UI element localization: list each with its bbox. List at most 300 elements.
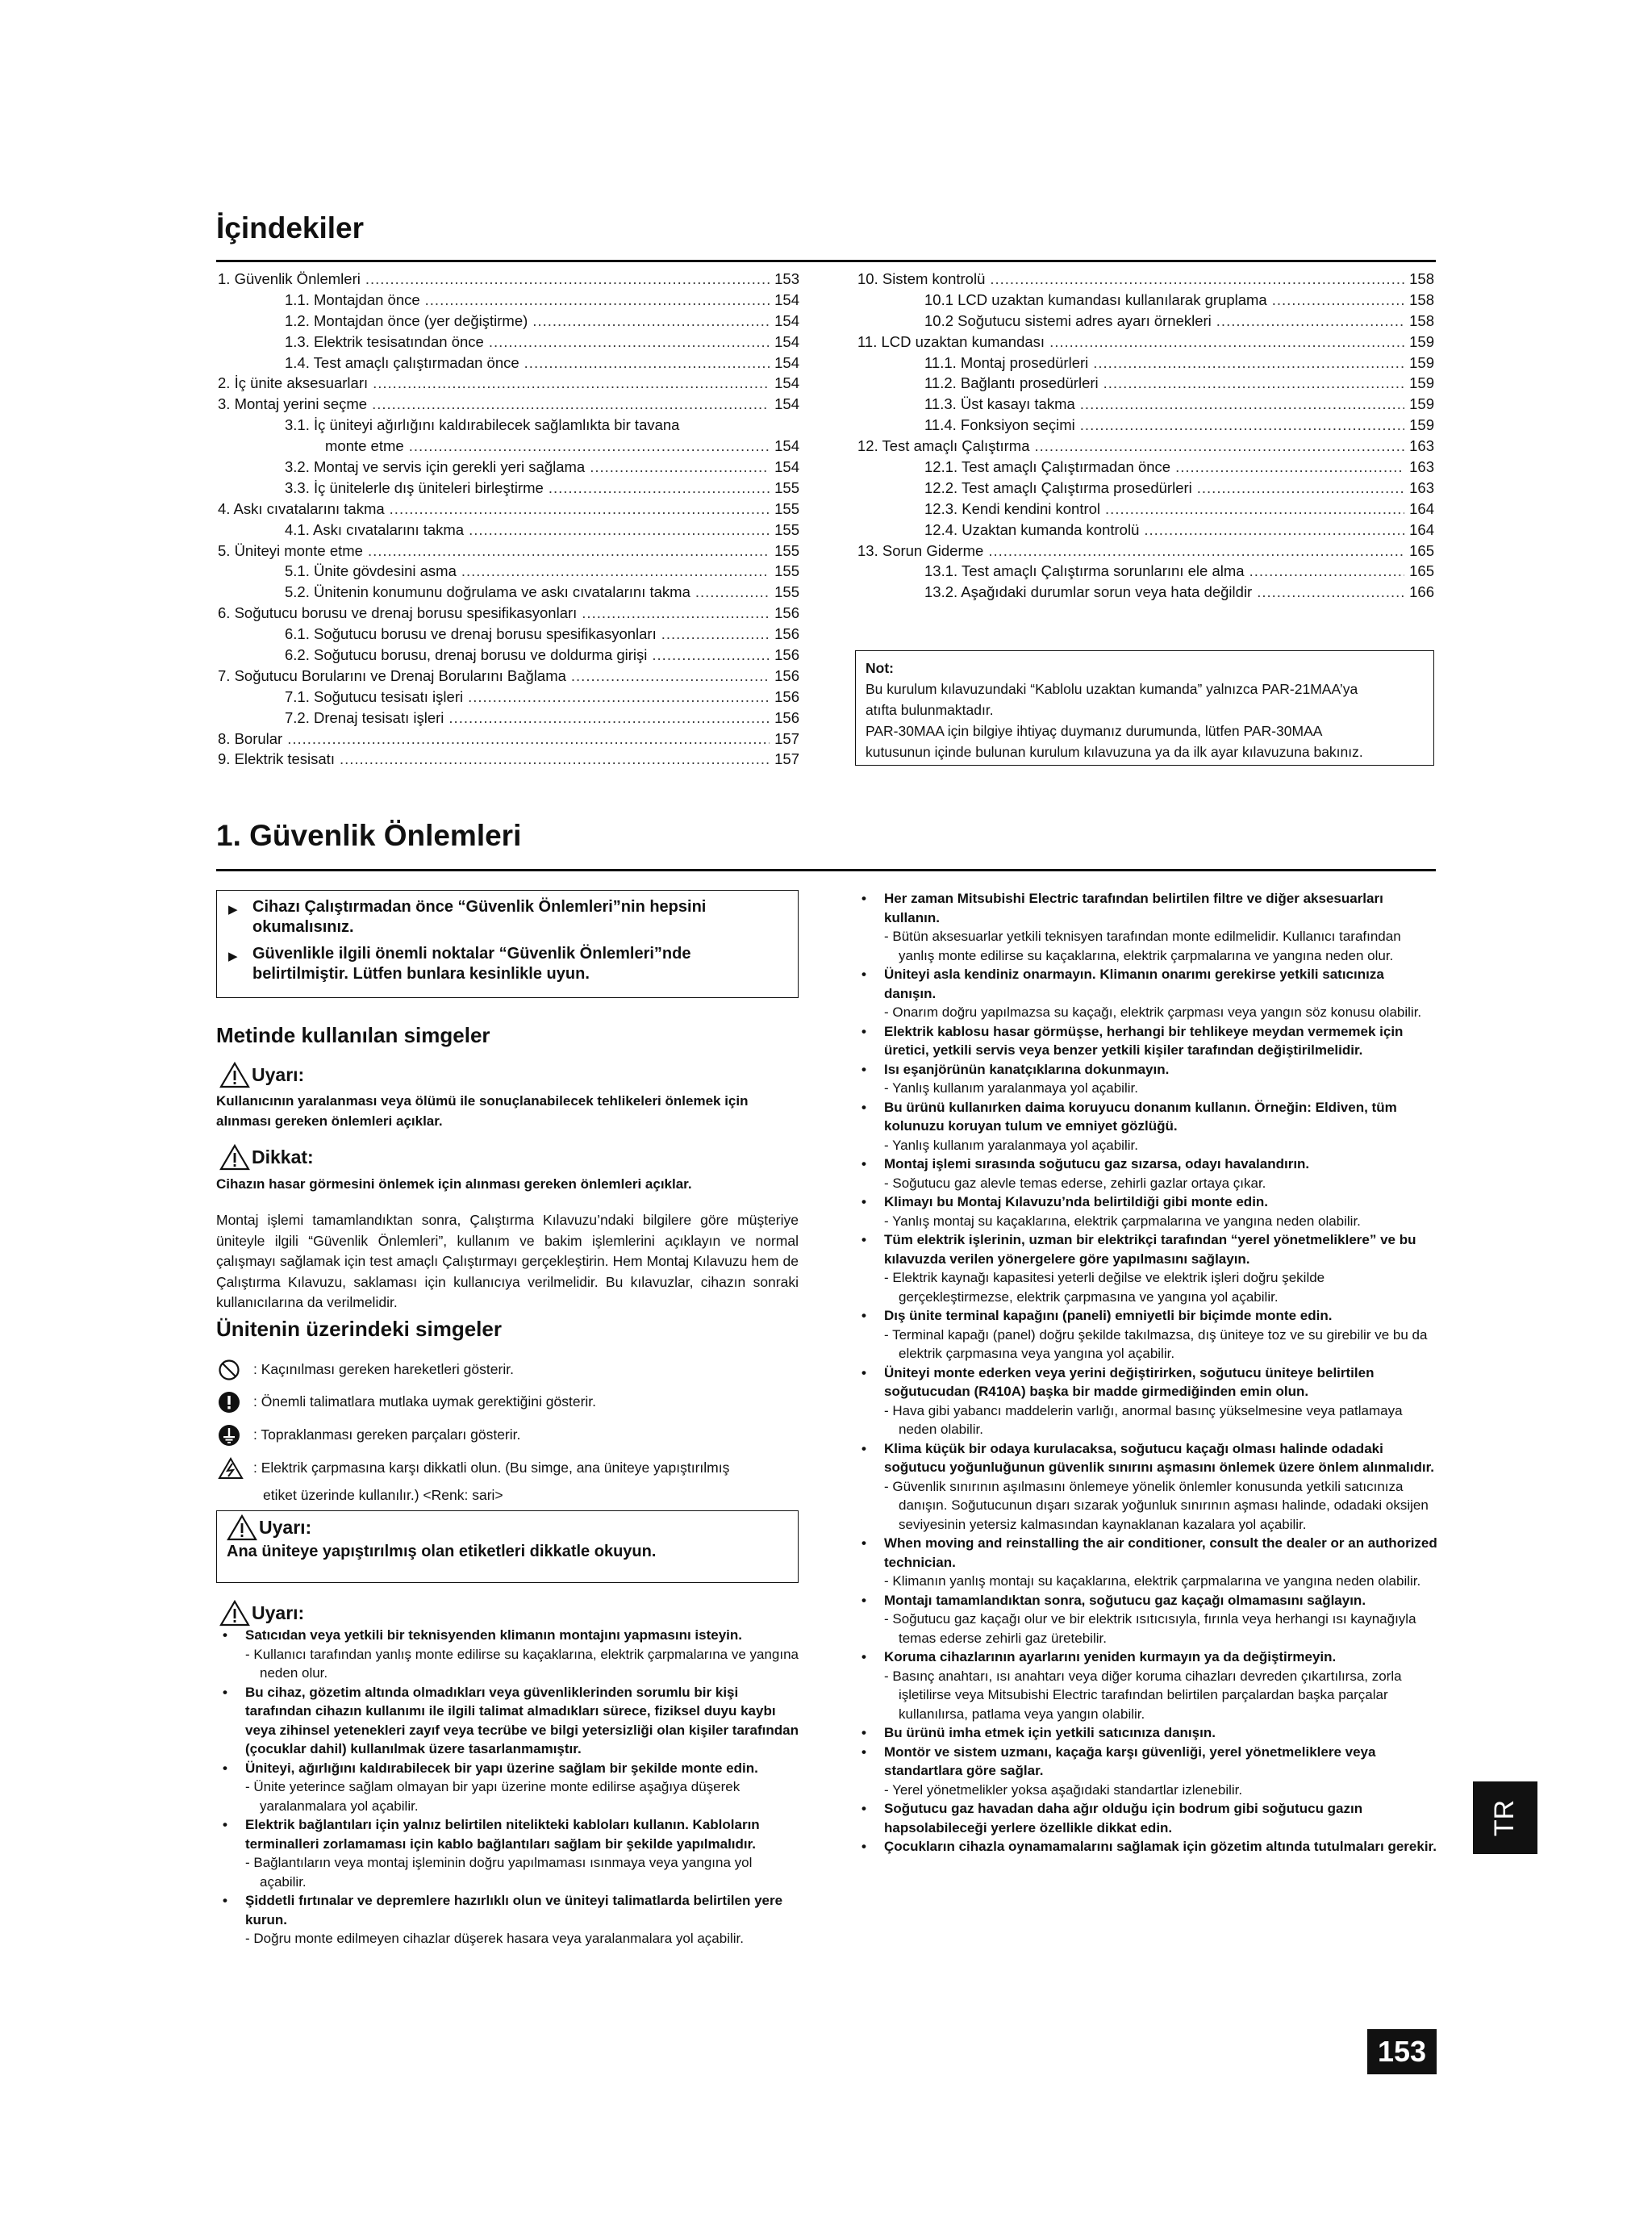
toc-entry-label: 9. Elektrik tesisatı <box>218 750 335 768</box>
read-item-text: Cihazı Çalıştırmadan önce “Güvenlik Önlemleri”nin hepsini okumalısınız. <box>252 898 707 936</box>
toc-leader-dots <box>695 582 770 603</box>
warning-item-detail: - Doğru monte edilmeyen cihazlar düşerek hasara veya yaralanmalara yol açabilir. <box>245 1931 744 1946</box>
toc-entry-label: 2. İç ünite aksesuarları <box>218 374 369 392</box>
toc-entry <box>857 373 1434 394</box>
bullet-icon: • <box>861 1535 866 1551</box>
toc-entry-page: 155 <box>774 478 799 496</box>
warning-triangle-icon <box>227 1514 257 1541</box>
warning-item-title: Koruma cihazlarının ayarlarını yeniden kurmayın ya da değiştirmeyin. <box>884 1649 1337 1664</box>
symbol-row <box>218 1424 520 1452</box>
bullet-icon: • <box>861 1839 866 1854</box>
toc-entry-label: 1.4. Test amaçlı çalıştırmadan önce <box>285 353 519 371</box>
toc-entry <box>218 561 799 582</box>
toc-entry <box>857 541 1434 562</box>
read-item-text: Güvenlikle ilgili önemli noktalar “Güvenlik Önlemleri”nde belirtilmiştir. Lütfen bunlara kesinlikle uyun. <box>252 945 691 983</box>
warning-item <box>855 1743 1437 1800</box>
toc-leader-dots <box>390 499 770 520</box>
toc-entry-page: 164 <box>1409 499 1434 517</box>
bullet-icon: • <box>861 1649 866 1664</box>
toc-entry-label: 3.1. İç üniteyi ağırlığını kaldırabilecek sağlamlıkta bir tavana <box>285 416 680 434</box>
toc-leader-dots <box>448 708 770 729</box>
toc-entry-page: 157 <box>774 729 799 747</box>
toc-entry-label: 12.2. Test amaçlı Çalıştırma prosedürleri <box>924 478 1192 496</box>
warning-item-title: Tüm elektrik işlerinin, uzman bir elektrikçi tarafından “yerel yönetmeliklere” ve bu kılavuzda verilen yönergelere göre yapılmasını sağlayın. <box>884 1232 1416 1267</box>
bullet-icon: • <box>861 1308 866 1323</box>
toc-entry-label: 10.2 Soğutucu sistemi adres ayarı örnekleri <box>924 311 1212 329</box>
warning-item <box>855 1723 1437 1743</box>
toc-entry-label: 13.2. Aşağıdaki durumlar sorun veya hata değildir <box>924 583 1253 601</box>
toc-entry-page: 165 <box>1409 562 1434 580</box>
note-line: PAR-30MAA için bilgiye ihtiyaç duymanız durumunda, lütfen PAR-30MAA <box>866 723 1323 739</box>
bullet-icon: • <box>223 1627 227 1643</box>
warning-label: Uyarı: <box>252 1064 305 1085</box>
toc-entry <box>218 436 799 457</box>
toc-entry-page: 159 <box>1409 374 1434 392</box>
warning-item <box>855 1534 1437 1591</box>
toc-leader-dots <box>340 749 770 770</box>
toc-leader-dots <box>469 520 770 541</box>
toc-entry <box>218 332 799 353</box>
warning-item-detail: - Kullanıcı tarafından yanlış monte edilirse su kaçaklarına, elektrik çarpmalarına ve yangına neden olur. <box>245 1646 799 1681</box>
toc-leader-dots <box>372 394 770 415</box>
symbol-text: etiket üzerinde kullanılır.) <Renk: sari> <box>263 1487 503 1503</box>
bullet-icon: • <box>223 1684 227 1700</box>
bullet-icon: • <box>861 1099 866 1115</box>
bullet-icon: • <box>861 1801 866 1816</box>
symbol-text: : Kaçınılması gereken hareketleri gösterir. <box>253 1361 514 1377</box>
toc-entry <box>218 603 799 624</box>
warning-item <box>855 1364 1437 1439</box>
warning-item <box>216 1626 800 1683</box>
toc-entry-page: 154 <box>774 332 799 350</box>
toc-entry <box>218 520 799 541</box>
warning-item-title: Soğutucu gaz havadan daha ağır olduğu için bodrum gibi soğutucu gazın hapsolabileceği yerlere özellikle dikkat edin. <box>884 1801 1363 1836</box>
toc-entry-page: 155 <box>774 562 799 580</box>
prohibited-icon <box>218 1359 253 1387</box>
bullet-icon: • <box>223 1893 227 1908</box>
toc-entry-page: 165 <box>1409 541 1434 559</box>
language-tab <box>1473 1781 1537 1854</box>
warning-item-title: Montör ve sistem uzmanı, kaçağa karşı güvenliği, yerel yönetmeliklere veya standartlara göre sağlar. <box>884 1744 1376 1778</box>
toc-entry <box>857 269 1434 290</box>
warning-item <box>855 1439 1437 1535</box>
toc-entry-page: 156 <box>774 604 799 622</box>
mandatory-icon <box>218 1391 253 1419</box>
toc-entry <box>857 311 1434 332</box>
toc-right-column <box>857 269 1434 603</box>
toc-entry <box>218 415 799 436</box>
toc-leader-dots <box>425 290 770 311</box>
toc-entry <box>218 269 799 290</box>
page-number: 153 <box>1367 2029 1437 2074</box>
warning-item-title: Bu ürünü imha etmek için yetkili satıcınıza danışın. <box>884 1725 1216 1740</box>
toc-entry-label: 3.3. İç ünitelerle dış üniteleri birleştirme <box>285 478 544 496</box>
read-item <box>228 944 786 984</box>
warning-item-detail: - Soğutucu gaz alevle temas ederse, zehirli gazlar ortaya çıkar. <box>884 1175 1266 1191</box>
warning-item-title: Elektrik kablosu hasar görmüşse, herhangi bir tehlikeye meydan vermemek için üretici, yetkili servis veya benzer yetkili kişiler tarafından değiştirilmelidir. <box>884 1023 1404 1058</box>
toc-leader-dots <box>1257 582 1404 603</box>
warning-item-title: Şiddetli fırtınalar ve depremlere hazırlıklı olun ve üniteyi talimatlarda belirtilen yere kurun. <box>245 1893 783 1927</box>
bullet-icon: • <box>861 1061 866 1077</box>
warning-item-title: Isı eşanjörünün kanatçıklarına dokunmayın. <box>884 1061 1170 1077</box>
toc-entry-page: 159 <box>1409 395 1434 413</box>
toc-leader-dots <box>1272 290 1404 311</box>
toc-leader-dots <box>1035 436 1405 457</box>
caution-heading <box>219 1144 314 1171</box>
toc-entry-label: 11.1. Montaj prosedürleri <box>924 353 1089 371</box>
toc-entry-page: 154 <box>774 311 799 329</box>
language-tab-label: TR <box>1489 1799 1521 1836</box>
toc-entry-page: 156 <box>774 708 799 726</box>
warning-item-title: Çocukların cihazla oynamamalarını sağlamak için gözetim altında tutulmaları gerekir. <box>884 1839 1437 1854</box>
warning-item-title: When moving and reinstalling the air conditioner, consult the dealer or an authorized technician. <box>884 1535 1437 1570</box>
toc-entry-label: 5.1. Ünite gövdesini asma <box>285 562 457 580</box>
right-warning-list <box>855 889 1437 1856</box>
toc-entry <box>218 582 799 603</box>
toc-entry <box>218 666 799 687</box>
caution-label: Dikkat: <box>252 1146 314 1167</box>
toc-entry-label: 7.2. Drenaj tesisatı işleri <box>285 708 444 726</box>
triangle-bullet-icon: ▶ <box>228 903 238 917</box>
toc-entry-label: 10.1 LCD uzaktan kumandası kullanılarak gruplama <box>924 290 1267 308</box>
toc-entry-label: 11.4. Fonksiyon seçimi <box>924 416 1075 434</box>
warning-item-detail: - Ünite yeterince sağlam olmayan bir yapı üzerine monte edilirse aşağıya düşerek yaralanmalara yol açabilir. <box>245 1779 740 1814</box>
toc-entry-page: 155 <box>774 520 799 538</box>
toc-leader-dots <box>365 269 770 290</box>
toc-entry-page: 155 <box>774 499 799 517</box>
bullet-icon: • <box>861 1194 866 1209</box>
toc-entry-label: 8. Borular <box>218 729 283 747</box>
warning-item-detail: - Elektrik kaynağı kapasitesi yeterli değilse ve elektrik işleri doğru şekilde gerçekleştirmezse, elektrik çarpmasına ve yangına yol açabilir. <box>884 1270 1325 1305</box>
warning-heading <box>227 1514 788 1541</box>
toc-leader-dots <box>1105 499 1404 520</box>
note-title: Not: <box>866 660 894 676</box>
toc-leader-dots <box>661 624 770 645</box>
toc-entry-page: 154 <box>774 458 799 476</box>
warning-item-title: Klima küçük bir odaya kurulacaksa, soğutucu kaçağı olması halinde odadaki soğutucu yoğunluğunun güvenlik sınırını aşmasını önlemek üzere önlem alınmalıdır. <box>884 1440 1435 1475</box>
toc-entry-label: 12.4. Uzaktan kumanda kontrolü <box>924 520 1140 538</box>
toc-entry-page: 155 <box>774 583 799 601</box>
toc-entry-label: 12. Test amaçlı Çalıştırma <box>857 437 1030 455</box>
symbol-text: : Topraklanması gereken parçaları gösterir. <box>253 1426 521 1443</box>
bullet-icon: • <box>223 1760 227 1776</box>
warning-item-detail: - Yanlış montaj su kaçaklarına, elektrik çarpmalarına ve yangına neden olabilir. <box>884 1213 1361 1229</box>
toc-entry <box>857 415 1434 436</box>
toc-leader-dots <box>988 541 1404 562</box>
toc-leader-dots <box>532 311 770 332</box>
warning-item <box>855 1837 1437 1856</box>
toc-entry-label: 4. Askı cıvatalarını takma <box>218 499 385 517</box>
toc-leader-dots <box>1144 520 1404 541</box>
toc-entry-page: 155 <box>774 541 799 559</box>
toc-leader-dots <box>368 541 770 562</box>
bullet-icon: • <box>861 1725 866 1740</box>
toc-entry <box>857 290 1434 311</box>
toc-entry <box>857 561 1434 582</box>
bullet-icon: • <box>861 1592 866 1608</box>
toc-entry-label: 11.3. Üst kasayı takma <box>924 395 1075 413</box>
toc-entry <box>857 394 1434 415</box>
toc-entry <box>218 311 799 332</box>
toc-leader-dots <box>1197 478 1404 499</box>
warning-item-detail: - Yerel yönetmelikler yoksa aşağıdaki standartlar izlenebilir. <box>884 1781 1243 1798</box>
toc-entry <box>218 541 799 562</box>
toc-leader-dots <box>489 332 770 353</box>
toc-entry <box>857 520 1434 541</box>
warning-item <box>855 1098 1437 1155</box>
bullet-icon: • <box>861 1023 866 1039</box>
toc-leader-dots <box>1216 311 1404 332</box>
note-line: kutusunun içinde bulunan kurulum kılavuzuna ya da ilk ayar kılavuzuna bakınız. <box>866 744 1363 760</box>
toc-leader-dots <box>582 603 770 624</box>
toc-leader-dots <box>461 561 770 582</box>
warning-item <box>855 1155 1437 1192</box>
warning-item-detail: - Bağlantıların veya montaj işleminin doğru yapılmaması ısınmaya veya yangına yol açabilir. <box>245 1855 753 1890</box>
warning-item <box>855 1230 1437 1306</box>
left-warning-list <box>216 1626 800 1948</box>
warning-item-title: Klimayı bu Montaj Kılavuzu’nda belirtildiği gibi monte edin. <box>884 1194 1269 1209</box>
symbol-text: : Önemli talimatlara mutlaka uymak gerektiğini gösterir. <box>253 1393 597 1410</box>
toc-entry <box>857 499 1434 520</box>
warning-item-detail: - Bütün aksesuarlar yetkili teknisyen tarafından monte edilmelidir. Kullanıcı tarafından yanlış monte edilirse su kaçaklarına, elektrik çarpmalarına ve yangına neden olur. <box>884 929 1401 963</box>
triangle-bullet-icon: ▶ <box>228 950 238 963</box>
warning-item-detail: - Yanlış kullanım yaralanmaya yol açabilir. <box>884 1137 1138 1153</box>
toc-entry-page: 156 <box>774 646 799 664</box>
toc-rule <box>216 260 1436 262</box>
symbols-heading: Metinde kullanılan simgeler <box>216 1023 490 1047</box>
warning-item <box>855 1591 1437 1648</box>
toc-entry-label: 3. Montaj yerini seçme <box>218 395 368 413</box>
read-first-box <box>216 890 799 998</box>
warning-item-title: Elektrik bağlantıları için yalnız belirtilen nitelikteki kabloları kullanın. Kabloların terminalleri zorlamaması için kablo bağlantıları sağlam bir şekilde yapılmalıdır. <box>245 1817 760 1852</box>
toc-leader-dots <box>1080 415 1404 436</box>
electric-shock-icon <box>218 1457 253 1485</box>
warning-heading <box>219 1062 304 1088</box>
toc-entry-page: 154 <box>774 395 799 413</box>
toc-entry <box>218 749 799 770</box>
label-box-text: Ana üniteye yapıştırılmış olan etiketleri dikkatle okuyun. <box>227 1543 657 1560</box>
toc-entry <box>218 499 799 520</box>
symbol-text: : Elektrik çarpmasına karşı dikkatli olun. (Bu simge, ana üniteye yapıştırılmış <box>253 1460 730 1476</box>
bullet-icon: • <box>861 1232 866 1247</box>
toc-entry-page: 157 <box>774 750 799 768</box>
toc-leader-dots <box>409 436 770 457</box>
caution-description: Cihazın hasar görmesini önlemek için alınması gereken önlemleri açıklar. <box>216 1176 692 1192</box>
warning-item-title: Dış ünite terminal kapağını (paneli) emniyetli bir biçimde monte edin. <box>884 1308 1333 1323</box>
symbol-row <box>218 1391 596 1419</box>
ground-icon <box>218 1424 253 1452</box>
section-title: 1. Güvenlik Önlemleri <box>216 819 522 852</box>
note-line: atıfta bulunmaktadır. <box>866 702 994 718</box>
toc-entry <box>857 582 1434 603</box>
toc-entry <box>218 353 799 374</box>
toc-left-column <box>218 269 799 770</box>
warning-item <box>216 1759 800 1816</box>
toc-entry <box>218 708 799 729</box>
warning-item <box>216 1683 800 1759</box>
warning-item-title: Üniteyi, ağırlığını kaldırabilecek bir yapı üzerine sağlam bir şekilde monte edin. <box>245 1760 758 1776</box>
toc-leader-dots <box>590 457 770 478</box>
read-item <box>228 897 786 938</box>
label-warning-box <box>216 1510 799 1583</box>
warning-heading <box>219 1600 304 1627</box>
warning-item-detail: - Güvenlik sınırının aşılmasını önlemeye yönelik önlemler konusunda yetkili satıcınıza danışın. Soğutucunun dışarı sızarak yoğunluk sınırının aşması halinde, odadaki oksijen seviyesinin yetersiz kalmasından kaynaklanan kazalara yol açabilir. <box>884 1478 1429 1532</box>
toc-entry-page: 158 <box>1409 290 1434 308</box>
toc-entry <box>218 373 799 394</box>
toc-entry <box>857 457 1434 478</box>
toc-entry-page: 159 <box>1409 353 1434 371</box>
warning-item-title: Her zaman Mitsubishi Electric tarafından belirtilen filtre ve diğer aksesuarları kullanın. <box>884 891 1383 925</box>
toc-leader-dots <box>652 645 770 666</box>
warning-item <box>855 889 1437 965</box>
toc-entry-page: 163 <box>1409 458 1434 476</box>
warning-item <box>855 1799 1437 1837</box>
warning-item-detail: - Yanlış kullanım yaralanmaya yol açabilir. <box>884 1080 1138 1096</box>
toc-leader-dots <box>571 666 770 687</box>
warning-item-title: Bu ürünü kullanırken daima koruyucu donanım kullanın. Örneğin: Eldiven, tüm kolunuzu koruyan tulum ve emniyet gözlüğü. <box>884 1099 1397 1134</box>
toc-leader-dots <box>990 269 1404 290</box>
toc-entry-label: 13.1. Test amaçlı Çalıştırma sorunlarını ele alma <box>924 562 1245 580</box>
toc-entry-label: 1.1. Montajdan önce <box>285 290 420 308</box>
toc-entry-page: 159 <box>1409 416 1434 434</box>
bullet-icon: • <box>861 1744 866 1760</box>
warning-item-detail: - Hava gibi yabancı maddelerin varlığı, anormal basınç yükselmesine veya patlamaya neden olabilir. <box>884 1402 1403 1437</box>
toc-entry-label: 13. Sorun Giderme <box>857 541 984 559</box>
toc-entry-page: 154 <box>774 353 799 371</box>
symbol-text-block <box>253 1457 729 1506</box>
bullet-icon: • <box>861 891 866 906</box>
toc-leader-dots <box>1249 561 1405 582</box>
toc-entry-page: 156 <box>774 625 799 643</box>
warning-item-detail: - Soğutucu gaz kaçağı olur ve bir elektrik ısıtıcısıyla, fırınla veya herhangi ısı kaynağıyla temas ederse zehirli gaz üretebilir. <box>884 1611 1416 1646</box>
toc-entry <box>218 624 799 645</box>
unit-symbols-heading: Ünitenin üzerindeki simgeler <box>216 1317 502 1341</box>
toc-leader-dots <box>1093 353 1404 374</box>
toc-leader-dots <box>1049 332 1404 353</box>
toc-entry-label: monte etme <box>325 437 404 455</box>
toc-entry-page: 154 <box>774 374 799 392</box>
toc-entry-label: 3.2. Montaj ve servis için gerekli yeri sağlama <box>285 458 586 476</box>
toc-entry-label: 11. LCD uzaktan kumandası <box>857 332 1045 350</box>
toc-entry-page: 154 <box>774 437 799 455</box>
toc-entry-page: 156 <box>774 666 799 684</box>
bullet-icon: • <box>861 1364 866 1380</box>
warning-item <box>216 1891 800 1948</box>
toc-leader-dots <box>373 373 770 394</box>
toc-entry-label: 12.1. Test amaçlı Çalıştırmadan önce <box>924 458 1171 476</box>
toc-entry-label: 6.1. Soğutucu borusu ve drenaj borusu spesifikasyonları <box>285 625 657 643</box>
warning-item <box>855 1306 1437 1364</box>
toc-entry-page: 164 <box>1409 520 1434 538</box>
bullet-icon: • <box>861 967 866 982</box>
toc-entry-label: 7.1. Soğutucu tesisatı işleri <box>285 687 464 705</box>
toc-leader-dots <box>468 687 770 708</box>
toc-entry-page: 154 <box>774 290 799 308</box>
bullet-icon: • <box>223 1817 227 1832</box>
toc-entry-label: 1.3. Elektrik tesisatından önce <box>285 332 484 350</box>
warning-item-detail: - Klimanın yanlış montajı su kaçaklarına, elektrik çarpmalarına ve yangına neden olabilir. <box>884 1573 1421 1589</box>
warning-item <box>216 1815 800 1891</box>
toc-entry-page: 163 <box>1409 478 1434 496</box>
warning-description: Kullanıcının yaralanması veya ölümü ile sonuçlanabilecek tehlikeleri önlemek için alınması gereken önlemleri açıklar. <box>216 1093 749 1129</box>
toc-entry-label: 6. Soğutucu borusu ve drenaj borusu spesifikasyonları <box>218 604 578 622</box>
warning-triangle-icon <box>219 1600 250 1627</box>
handover-paragraph: Montaj işlemi tamamlandıktan sonra, Çalıştırma Kılavuzu’ndaki bilgilere göre müşteriye üniteyle ilgili “Güvenlik Önlemleri”, kullanım ve bakim işlemlerini açıklayın ve normal çalışmayı sağlamak için test amaçlı Çalıştırmayı gerçekleştirin. Hem Montaj Kılavuzu hem de Çalıştırma Kılavuzu, saklaması için kullanıcıya verilmelidir. Bu kılavuzlar, cihazın sonraki kullanıcılarına da verilmelidir. <box>216 1212 799 1311</box>
warning-label: Uyarı: <box>259 1517 312 1538</box>
toc-leader-dots <box>287 729 770 750</box>
warning-label: Uyarı: <box>252 1602 305 1623</box>
toc-entry <box>218 729 799 750</box>
warning-item <box>855 1022 1437 1060</box>
symbol-row <box>218 1457 729 1506</box>
toc-entry <box>218 457 799 478</box>
warning-item <box>855 1192 1437 1230</box>
warning-triangle-icon <box>219 1144 250 1171</box>
toc-entry-label: 5.2. Ünitenin konumunu doğrulama ve askı cıvatalarını takma <box>285 583 690 601</box>
warning-item <box>855 1060 1437 1098</box>
toc-entry-label: 12.3. Kendi kendini kontrol <box>924 499 1101 517</box>
warning-item-title: Üniteyi asla kendiniz onarmayın. Klimanın onarımı gerekirse yetkili satıcınıza danışın. <box>884 967 1384 1001</box>
toc-entry-label: 6.2. Soğutucu borusu, drenaj borusu ve doldurma girişi <box>285 646 648 664</box>
toc-entry <box>857 332 1434 353</box>
warning-item-detail: - Terminal kapağı (panel) doğru şekilde takılmazsa, dış üniteye toz ve su girebilir ve bu da elektrik çarpmasına veya yangına yol açabilir. <box>884 1326 1428 1361</box>
toc-entry-label: 7. Soğutucu Borularını ve Drenaj Borularını Bağlama <box>218 666 566 684</box>
symbol-row <box>218 1359 514 1387</box>
toc-entry <box>857 353 1434 374</box>
toc-entry-page: 158 <box>1409 311 1434 329</box>
toc-leader-dots <box>1103 373 1405 394</box>
toc-entry-label: 10. Sistem kontrolü <box>857 270 986 287</box>
toc-entry <box>218 645 799 666</box>
toc-leader-dots <box>1175 457 1404 478</box>
toc-entry <box>857 478 1434 499</box>
warning-item-detail: - Basınç anahtarı, ısı anahtarı veya diğer koruma cihazları devreden çıkartılırsa, zorla işletilirse veya Mitsubishi Electric tarafından belirtilen parçalardan başka parçalar kullanılırsa, patlama veya yangın olabilir. <box>884 1668 1402 1722</box>
warning-item-detail: - Onarım doğru yapılmazsa su kaçağı, elektrik çarpması veya yangın söz konusu olabilir. <box>884 1004 1422 1020</box>
toc-leader-dots <box>524 353 770 374</box>
toc-entry-label: 11.2. Bağlantı prosedürleri <box>924 374 1099 392</box>
warning-item-title: Üniteyi monte ederken veya yerini değiştirirken, soğutucu üniteye belirtilen soğutucudan (R410A) başka bir madde girmediğinden emin olun. <box>884 1364 1375 1399</box>
toc-entry-label: 1.2. Montajdan önce (yer değiştirme) <box>285 311 528 329</box>
toc-entry <box>857 436 1434 457</box>
toc-entry <box>218 290 799 311</box>
toc-entry-label: 5. Üniteyi monte etme <box>218 541 363 559</box>
toc-entry-page: 156 <box>774 687 799 705</box>
bullet-icon: • <box>861 1440 866 1456</box>
section-rule <box>216 869 1436 871</box>
warning-item-title: Montaj işlemi sırasında soğutucu gaz sızarsa, odayı havalandırın. <box>884 1156 1310 1171</box>
toc-entry-label: 4.1. Askı cıvatalarını takma <box>285 520 465 538</box>
toc-entry-page: 163 <box>1409 437 1434 455</box>
toc-entry-page: 158 <box>1409 270 1434 287</box>
warning-item <box>855 965 1437 1022</box>
toc-leader-dots <box>549 478 770 499</box>
toc-entry-page: 153 <box>774 270 799 287</box>
bullet-icon: • <box>861 1156 866 1171</box>
warning-triangle-icon <box>219 1062 250 1088</box>
warning-item-title: Bu cihaz, gözetim altında olmadıkları veya güvenliklerinden sorumlu bir kişi tarafından cihazın kullanımı ile ilgili talimat almadıkları sürece, fiziksel duyu kaybı veya zihinsel yetenekleri zayıf veya tecrübe ve bilgi yetersizliği olan kişiler tarafından (çocuklar dahil) kullanılmak üzere tasarlanmamıştır. <box>245 1684 799 1756</box>
warning-item-title: Satıcıdan veya yetkili bir teknisyenden klimanın montajını yapmasını isteyin. <box>245 1627 742 1643</box>
toc-entry <box>218 478 799 499</box>
warning-item <box>855 1648 1437 1723</box>
toc-title: İçindekiler <box>216 211 365 244</box>
note-line: Bu kurulum kılavuzundaki “Kablolu uzaktan kumanda” yalnızca PAR-21MAA’ya <box>866 681 1358 697</box>
toc-entry-page: 159 <box>1409 332 1434 350</box>
warning-item-title: Montajı tamamlandıktan sonra, soğutucu gaz kaçağı olmamasını sağlayın. <box>884 1592 1366 1608</box>
note-box <box>855 650 1434 766</box>
toc-entry <box>218 687 799 708</box>
toc-entry <box>218 394 799 415</box>
toc-entry-page: 166 <box>1409 583 1434 601</box>
